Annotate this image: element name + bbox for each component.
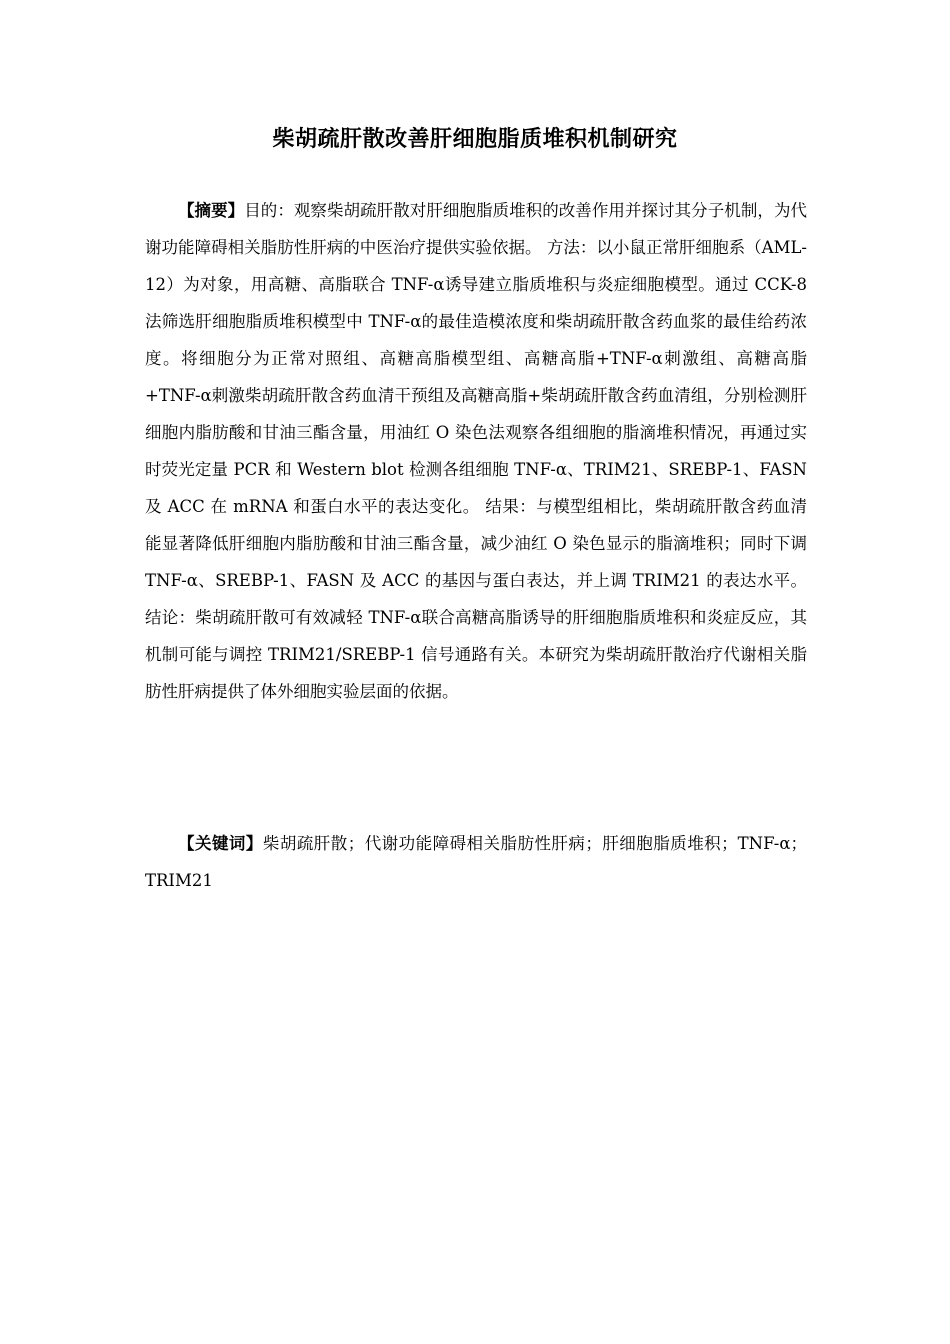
- paper-title: 柴胡疏肝散改善肝细胞脂质堆积机制研究: [272, 127, 678, 152]
- keywords-label: 【关键词】: [178, 834, 263, 853]
- abstract-paragraph: [145, 192, 807, 710]
- abstract-text: 目的：观察柴胡疏肝散对肝细胞脂质堆积的改善作用并探讨其分子机制，为代谢功能障碍相关脂肪性肝病的中医治疗提供实验依据。 方法：以小鼠正常肝细胞系（AML-12）为对象，用高糖、高脂联合 TNF-α诱导建立脂质堆积与炎症细胞模型。通过 CCK-8 法筛选肝细胞脂质堆积模型中 TNF-α的最佳造模浓度和柴胡疏肝散含药血浆的最佳给药浓度。将细胞分为正常对照组、高糖高脂模型组、高糖高脂+TNF-α刺激组、高糖高脂+TNF-α刺激柴胡疏肝散含药血清干预组及高糖高脂+柴胡疏肝散含药血清组，分别检测肝细胞内脂肪酸和甘油三酯含量，用油红 O 染色法观察各组细胞的脂滴堆积情况，再通过实时荧光定量 PCR 和 Western blot 检测各组细胞 TNF-α、TRIM21、SREBP-1、FASN 及 ACC 在 mRNA 和蛋白水平的表达变化。 结果：与模型组相比，柴胡疏肝散含药血清能显著降低肝细胞内脂肪酸和甘油三酯含量，减少油红 O 染色显示的脂滴堆积；同时下调 TNF-α、SREBP-1、FASN 及 ACC 的基因与蛋白表达，并上调 TRIM21 的表达水平。 结论：柴胡疏肝散可有效减轻 TNF-α联合高糖高脂诱导的肝细胞脂质堆积和炎症反应，其机制可能与调控 TRIM21/SREBP-1 信号通路有关。本研究为柴胡疏肝散治疗代谢相关脂肪性肝病提供了体外细胞实验层面的依据。: [145, 201, 808, 701]
- abstract-label: 【摘要】: [178, 201, 245, 220]
- keywords-paragraph: [145, 825, 807, 899]
- keywords-text: 柴胡疏肝散；代谢功能障碍相关脂肪性肝病；肝细胞脂质堆积；TNF-α；TRIM21: [145, 834, 808, 890]
